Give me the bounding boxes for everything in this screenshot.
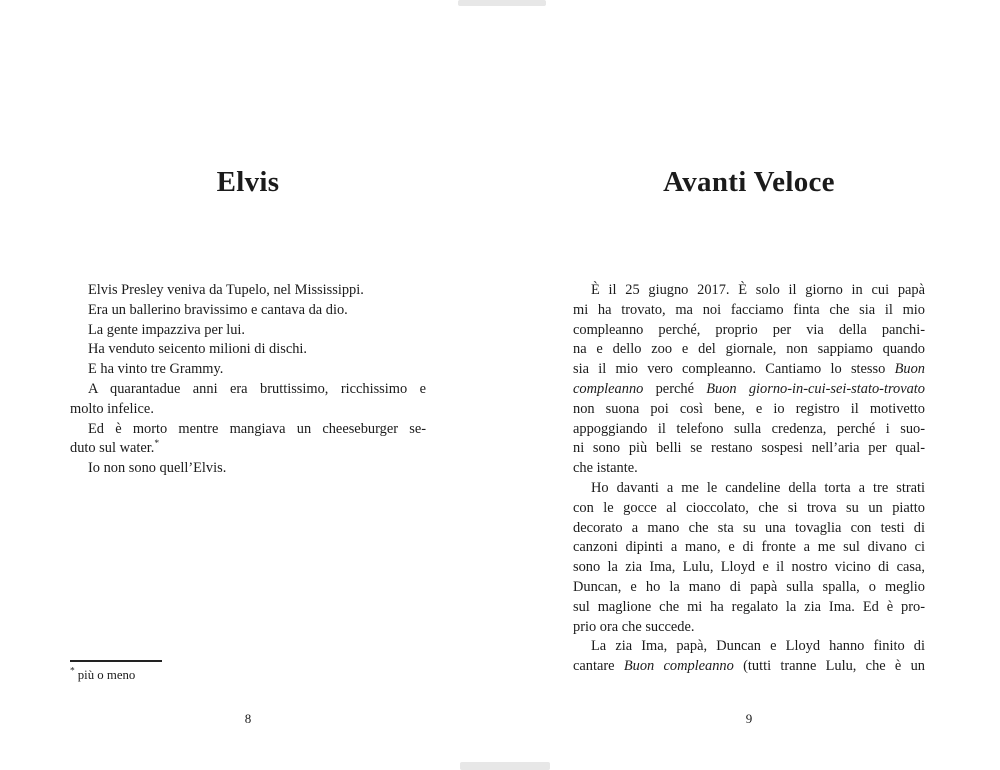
text-segment: Era un ballerino bravissimo e cantava da dio. <box>88 301 348 318</box>
text-line <box>573 301 925 321</box>
text-segment: mi ha trovato, ma noi facciamo finta che sia il mio <box>573 301 925 318</box>
text-segment: Buon compleanno <box>623 658 734 675</box>
scan-edge-artifact-bottom <box>460 762 550 770</box>
text-segment: sia il mio vero compleanno. Cantiamo lo stesso <box>573 361 895 378</box>
text-segment: Ho davanti a me le candeline della torta a tre strati <box>591 479 925 496</box>
text-segment: molto infelice. <box>70 400 154 417</box>
text-segment: con le gocce al cioccolato, che si trova su un piatto <box>573 499 925 516</box>
text-segment: La zia Ima, papà, Duncan e Lloyd hanno finito di <box>591 638 925 655</box>
text-segment: A quarantadue anni era bruttissimo, ricchissimo e <box>88 380 426 397</box>
text-line <box>573 459 925 479</box>
paragraph <box>573 479 925 637</box>
paragraph <box>70 281 426 301</box>
chapter-title-avanti-veloce: Avanti Veloce <box>663 166 835 198</box>
text-line <box>573 578 925 598</box>
paragraph <box>70 321 426 341</box>
page-number-right: 9 <box>745 711 753 726</box>
page-right <box>573 0 925 770</box>
text-line <box>573 637 925 657</box>
paragraph <box>70 360 426 380</box>
text-line <box>70 459 426 479</box>
paragraph <box>70 301 426 321</box>
text-line <box>70 439 426 459</box>
text-segment: che istante. <box>573 460 638 477</box>
text-segment: La gente impazziva per lui. <box>88 321 246 338</box>
text-line <box>573 340 925 360</box>
paragraph <box>573 281 925 479</box>
text-line <box>70 400 426 420</box>
text-segment: duto sul water. <box>70 440 155 457</box>
footnote-reference-marker: * <box>154 439 160 450</box>
text-segment: sono la zia Ima, Lulu, Lloyd e il nostro vicino di casa, <box>573 559 925 576</box>
text-line <box>573 558 925 578</box>
text-line <box>573 321 925 341</box>
text-segment: È il 25 giugno 2017. È solo il giorno in cui papà <box>591 282 925 298</box>
text-segment: Ha venduto seicento milioni di dischi. <box>88 341 308 358</box>
text-segment: Duncan, e ho la mano di papà sulla spalla, o meglio <box>573 578 925 595</box>
text-line <box>70 281 426 301</box>
text-line <box>573 479 925 499</box>
text-line <box>573 618 925 638</box>
text-segment: sul maglione che mi ha regalato la zia Ima. Ed è pro- <box>573 598 925 615</box>
text-line <box>573 538 925 558</box>
text-segment: non suona poi così bene, e io registro il motivetto <box>573 400 925 417</box>
paragraph <box>70 459 426 479</box>
text-line <box>573 360 925 380</box>
text-line <box>573 657 925 677</box>
text-line <box>573 380 925 400</box>
text-segment: (tutti tranne Lulu, che è un <box>733 658 925 675</box>
text-segment: compleanno perché, proprio per via della panchi- <box>573 321 925 338</box>
text-segment: Elvis Presley veniva da Tupelo, nel Mississippi. <box>88 282 364 298</box>
text-segment: Ed è morto mentre mangiava un cheeseburger se- <box>88 420 426 437</box>
text-line <box>573 499 925 519</box>
text-line <box>70 321 426 341</box>
text-segment: Buon giorno-in-cui-sei-stato-trovato <box>706 380 925 397</box>
text-segment: ni sono più belli se restano sospesi nell’aria per qual- <box>573 440 925 457</box>
scan-edge-artifact-top <box>458 0 546 6</box>
chapter-title-elvis: Elvis <box>216 166 280 198</box>
paragraph <box>70 380 426 420</box>
footnote-text <box>70 667 162 683</box>
text-line <box>573 519 925 539</box>
text-line <box>70 340 426 360</box>
page-body-left <box>70 281 426 479</box>
paragraph <box>70 420 426 460</box>
paragraph <box>70 340 426 360</box>
text-segment: cantare <box>573 658 624 675</box>
page-left <box>70 0 426 770</box>
text-line <box>70 420 426 440</box>
text-line <box>573 281 925 301</box>
text-segment: Io non sono quell’Elvis. <box>88 460 227 477</box>
text-segment: canzoni dipinti a mano, e di fronte a me sul divano ci <box>573 539 925 556</box>
paragraph <box>573 637 925 677</box>
text-segment: appoggiando il telefono sulla credenza, perché i suo- <box>573 420 925 437</box>
text-line <box>70 360 426 380</box>
text-segment: na e dello zoo e del giornale, non sappiamo quando <box>573 341 925 358</box>
page-body-right <box>573 281 925 677</box>
text-segment: E ha vinto tre Grammy. <box>88 361 224 378</box>
footnote-label: più o meno <box>77 668 136 682</box>
text-line <box>573 598 925 618</box>
footnote-marker: * <box>70 666 75 677</box>
text-line <box>70 380 426 400</box>
footnote <box>70 660 162 683</box>
text-segment: prio ora che succede. <box>573 618 695 635</box>
footnote-rule <box>70 660 162 662</box>
text-segment: decorato a mano che sta su una tovaglia con testi di <box>573 519 925 536</box>
text-segment: compleanno <box>573 380 644 397</box>
text-line <box>573 439 925 459</box>
text-line <box>573 420 925 440</box>
text-line <box>70 301 426 321</box>
text-segment: Buon <box>894 361 925 378</box>
text-line <box>573 400 925 420</box>
text-segment: perché <box>643 380 707 397</box>
page-number-left: 8 <box>244 711 252 726</box>
